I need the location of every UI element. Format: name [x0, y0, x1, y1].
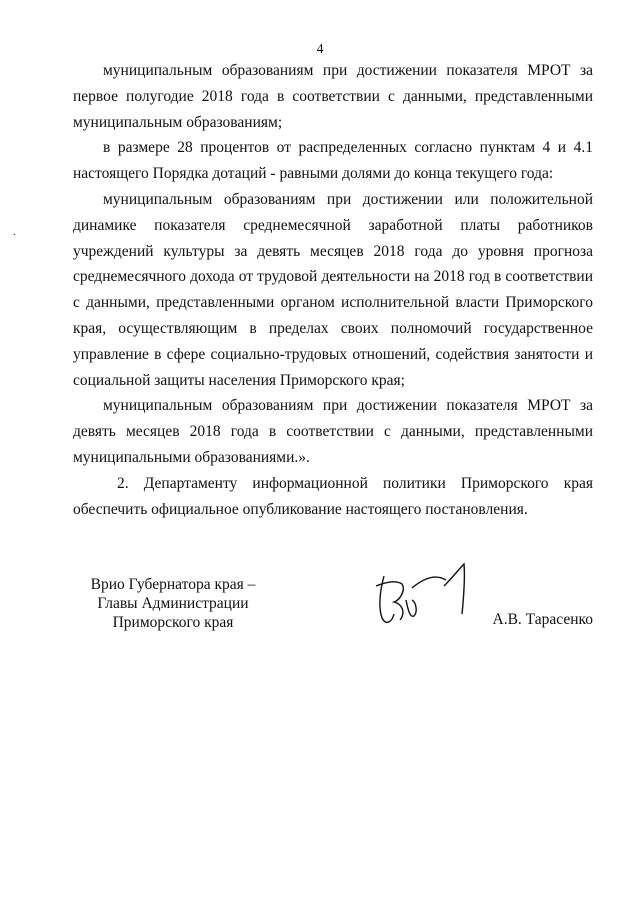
- paragraph-point-2: 2. Департаменту информационной политики Приморского края обеспечить официальное опубликование настоящего постановления.: [73, 474, 593, 518]
- signer-name: А.В. Тарасенко: [492, 611, 593, 628]
- paragraph-mrot-first-half: муниципальным образованиям при достижении показателя МРОТ за первое полугодие 2018 года в соответствии с данными, представленными муниципальным образованиям;: [73, 62, 593, 131]
- paragraph-mrot-nine-months: муниципальным образованиям при достижении показателя МРОТ за девять месяцев 2018 года в соответствии с данными, представленными муниципальными образованиями.».: [73, 397, 593, 466]
- handwritten-signature: [372, 556, 482, 636]
- page-number: 4: [316, 42, 324, 57]
- paragraph-culture-salary: муниципальным образованиям при достижении или положительной динамике показателя среднемесячной заработной платы работников учреждений культуры за девять месяцев 2018 года до уровня прогноза среднемесячного дохода от трудовой деятельности на 2018 год в соответствии с данными, представленными органом исполнительной власти Приморского края, осуществляющим в пределах своих полномочий государственное управление в сфере социально-трудовых отношений, содействия занятости и социальной защиты населения Приморского края;: [73, 190, 593, 389]
- scan-dot-mark: .: [13, 224, 16, 238]
- paragraph-28-percent: в размере 28 процентов от распределенных согласно пунктам 4 и 4.1 настоящего Порядка дотаций - равными долями до конца текущего года:: [73, 139, 593, 183]
- document-body: [73, 58, 593, 522]
- signatory-position-line: Главы Администрации: [97, 595, 249, 612]
- signatory-position: [73, 575, 273, 632]
- signatory-position-line: Врио Губернатора края –: [90, 576, 256, 593]
- signatory-position-line: Приморского края: [112, 614, 234, 631]
